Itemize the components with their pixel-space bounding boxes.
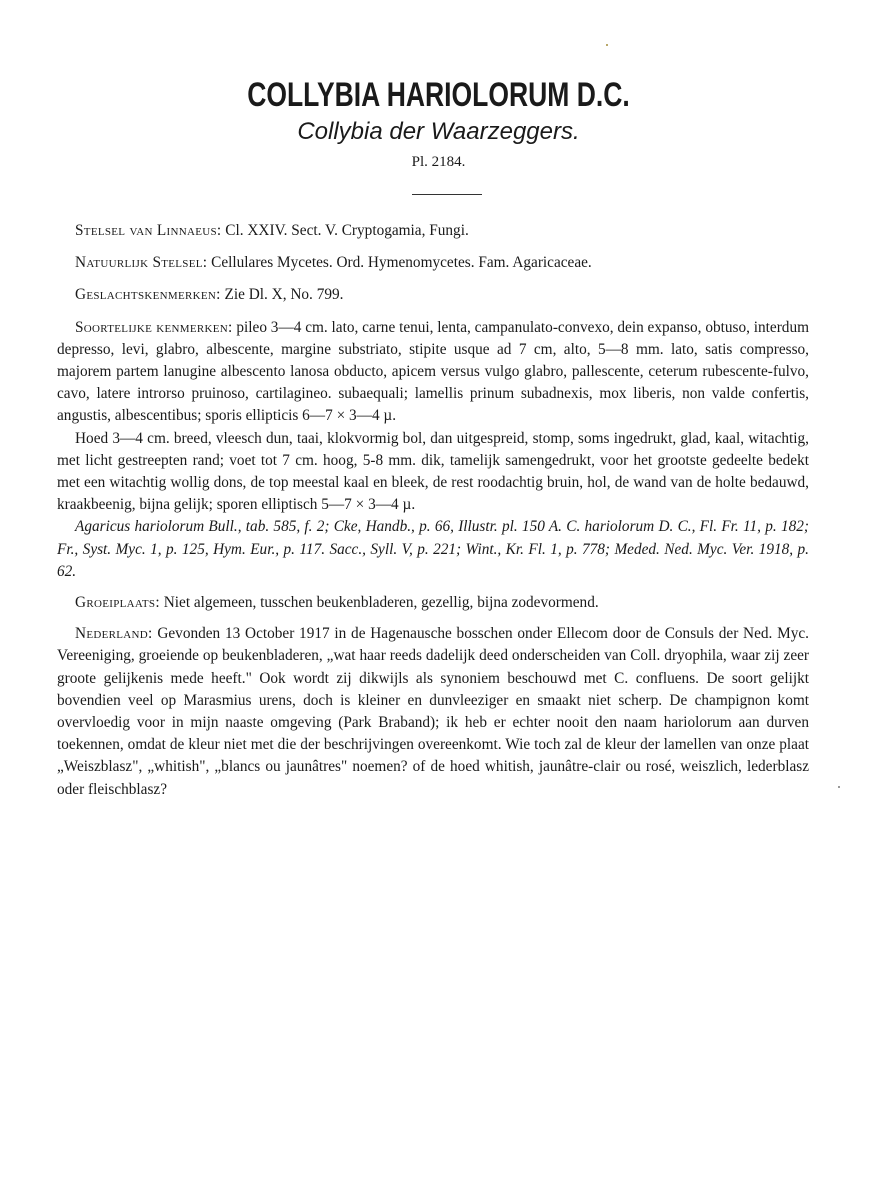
section-text: Niet algemeen, tusschen beukenbladeren, gezellig, bijna zodevormend. xyxy=(159,594,599,612)
section-label: Natuurlijk Stelsel: xyxy=(75,254,208,272)
section-text: Cl. XXIV. Sect. V. Cryptogamia, Fungi. xyxy=(221,222,469,239)
netherlands-paragraph xyxy=(57,623,809,801)
section-label: Geslachtskenmerken: xyxy=(75,286,221,304)
natural-system-paragraph xyxy=(57,252,809,274)
references-paragraph: Agaricus hariolorum Bull., tab. 585, f. 2; Cke, Handb., p. 66, Illustr. pl. 150 A. C. hariolorum D. C., Fl. Fr. 11, p. 182; Fr., Syst. Myc. 1, p. 125, Hym. Eur., p. 117. Sacc., Syll. V, p. 221; Wint., Kr. Fl. 1, p. 778; Meded. Ned. Myc. Ver. 1918, p. 62. xyxy=(57,518,809,580)
dutch-description-paragraph: Hoed 3—4 cm. breed, vleesch dun, taai, klokvormig bol, dan uitgespreid, stomp, soms ingedrukt, glad, kaal, witachtig, met licht gestreepten rand; voet tot 7 cm. hoog, 5-8 mm. dik, tamelijk samengedrukt, voor het grootste gedeelte bedekt met een witachtig wollig dons, de top meestal kaal en bleek, de rest roodachtig bruin, hol, de wand van de holte bedauwd, kraakbeenig, bijna gelijk; sporen elliptisch 5—7 × 3—4 µ. xyxy=(57,429,809,514)
section-label: Nederland: xyxy=(75,625,153,643)
species-characteristics-paragraph xyxy=(57,317,809,428)
section-text: Cellulares Mycetes. Ord. Hymenomycetes. Fam. Agaricaceae. xyxy=(207,254,592,272)
printing-speck xyxy=(606,44,608,46)
title-divider xyxy=(412,194,482,195)
dutch-name-subtitle: Collybia der Waarzeggers. xyxy=(297,118,580,145)
species-title: COLLYBIA HARIOLORUM D.C. xyxy=(247,76,630,114)
genus-characteristics-paragraph xyxy=(57,284,809,306)
habitat-paragraph xyxy=(57,592,809,614)
section-text: Zie Dl. X, No. 799. xyxy=(220,286,344,304)
linnaeus-system-paragraph xyxy=(57,220,809,242)
printing-speck xyxy=(838,786,840,788)
section-label: Groeiplaats: xyxy=(75,594,160,612)
section-label: Stelsel van Linnaeus: xyxy=(75,222,222,239)
plate-number: Pl. 2184. xyxy=(411,154,466,170)
latin-description: pileo 3—4 cm. lato, carne tenui, lenta, campanulato-convexo, dein expanso, obtuso, interdum depresso, levi, glabro, albescente, margine substriato, stipite usque ad 7 cm, alto, 5—8 mm. lato, satis compresso, majorem partem lanugine albescento lanosa obducto, apicem versus vulgo glabro, pallescente, ceterum rubescente-fulvo, cavo, latere introrso pruinoso, cartilagineo. subaequali; lamellis prinum subadnexis, mox liberis, non valde confertis, angustis, albescentibus; sporis ellipticis 6—7 × 3—4 µ. xyxy=(57,318,810,425)
section-label: Soortelijke kenmerken: xyxy=(75,318,233,336)
document-body xyxy=(57,220,809,801)
section-text: Gevonden 13 October 1917 in de Hagenausche bosschen onder Ellecom door de Consuls der Ned. Myc. Vereeniging, groeiende op beukenbladeren, „wat haar reeds dadelijk deed onderscheiden van Coll. dryophila, waar zij zeer groote gelijkenis mede heeft." Ook wordt zij dikwijls als synoniem beschouwd met C. confluens. De soort gelijkt bovendien veel op Marasmius urens, doch is kleiner en dunvleeziger en smaakt niet scherp. De champignon komt overvloedig voor in mijn naaste omgeving (Park Braband); ik heb er echter nooit den naam hariolorum aan durven toekennen, omdat de kleur niet met die der beschrijvingen overeenkomt. Wie toch zal de kleur der lamellen van onze plaat „Weiszblasz", „whitish", „blancs ou jaunâtres" noemen? of de hoed whitish, jaunâtre-clair ou rosé, weiszlich, lederblasz oder fleischblasz? xyxy=(57,625,809,798)
